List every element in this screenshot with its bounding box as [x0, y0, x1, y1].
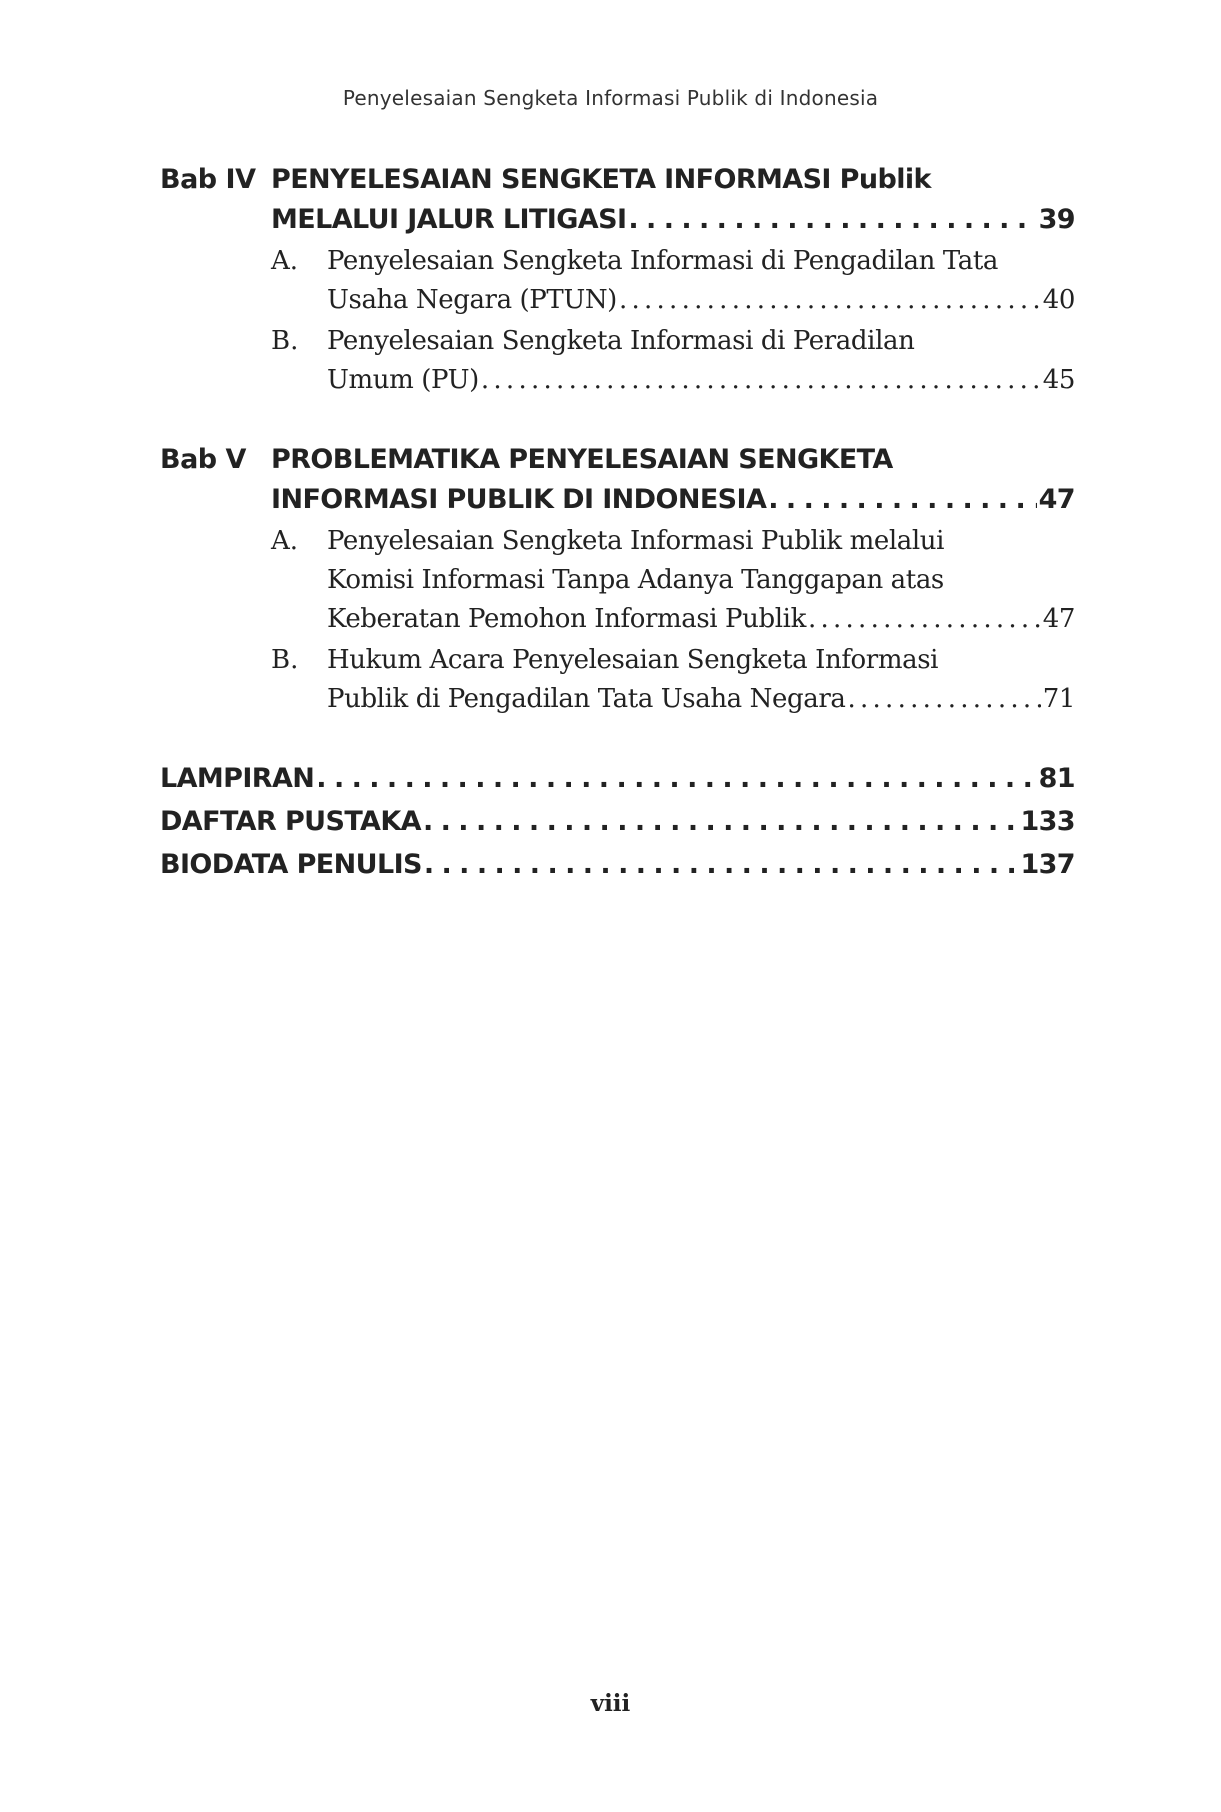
dot-leader — [619, 281, 1041, 320]
section-title-line: Komisi Informasi Tanpa Adanya Tanggapan atas — [327, 565, 944, 595]
chapter-title-line: INFORMASI PUBLIK DI INDONESIA — [271, 484, 767, 515]
chapter-title-line: PENYELESAIAN SENGKETA INFORMASI Publik — [271, 164, 931, 195]
section-title-entry — [327, 361, 1075, 400]
spacer — [160, 400, 1075, 440]
page-number: 133 — [1020, 806, 1075, 837]
toc-section[interactable] — [271, 322, 1075, 400]
dot-leader — [316, 757, 1036, 800]
dot-leader — [481, 361, 1041, 400]
chapter-label: Bab IV — [160, 164, 256, 195]
section-letter: B. — [271, 326, 299, 356]
section-body — [327, 522, 1075, 639]
toc-section[interactable] — [271, 242, 1075, 320]
page-number: 40 — [1042, 285, 1075, 315]
dot-leader — [628, 200, 1036, 240]
dot-leader — [768, 480, 1036, 520]
chapter-title-line: PROBLEMATIKA PENYELESAIAN SENGKETA — [271, 444, 893, 475]
section-title-line: Usaha Negara (PTUN) — [327, 285, 617, 315]
spacer — [160, 719, 1075, 757]
page-number: 47 — [1042, 604, 1075, 634]
section-letter: A. — [271, 526, 299, 556]
section-letter: B. — [271, 645, 299, 675]
section-body — [327, 322, 1075, 400]
section-title-line: Penyelesaian Sengketa Informasi di Peradilan — [327, 326, 915, 356]
toc-chapter — [160, 440, 1075, 719]
entry-title: LAMPIRAN — [160, 763, 315, 794]
section-body — [327, 242, 1075, 320]
toc-entry-lampiran[interactable] — [160, 757, 1075, 800]
page-number: 137 — [1020, 849, 1075, 880]
page-number: 45 — [1042, 365, 1075, 395]
toc-entry-daftar-pustaka[interactable] — [160, 800, 1075, 843]
chapter-title-entry[interactable] — [271, 480, 1075, 520]
section-title-entry — [327, 680, 1075, 719]
dot-leader — [424, 843, 1019, 886]
toc-entry-biodata-penulis[interactable] — [160, 843, 1075, 886]
section-title-line: Hukum Acara Penyelesaian Sengketa Informasi — [327, 645, 939, 675]
entry-title: BIODATA PENULIS — [160, 849, 422, 880]
toc-section[interactable] — [271, 522, 1075, 639]
page-folio: viii — [590, 1690, 631, 1717]
chapter-title-entry[interactable] — [271, 200, 1075, 240]
chapter-body — [271, 440, 1075, 719]
page-number: 47 — [1038, 484, 1075, 515]
section-letter: A. — [271, 246, 299, 276]
dot-leader — [847, 680, 1040, 719]
page-number: 71 — [1042, 684, 1075, 714]
entry-title: DAFTAR PUSTAKA — [160, 806, 421, 837]
section-title-line: Keberatan Pemohon Informasi Publik — [327, 604, 806, 634]
section-title-entry — [327, 281, 1075, 320]
running-header: Penyelesaian Sengketa Informasi Publik di Indonesia — [342, 86, 879, 110]
section-title-line: Penyelesaian Sengketa Informasi Publik melalui — [327, 526, 945, 556]
chapter-label: Bab V — [160, 444, 246, 475]
dot-leader — [423, 800, 1018, 843]
toc-chapter — [160, 160, 1075, 400]
section-title-line: Publik di Pengadilan Tata Usaha Negara — [327, 684, 846, 714]
section-body — [327, 641, 1075, 719]
chapter-body — [271, 160, 1075, 400]
chapter-title-line: MELALUI JALUR LITIGASI — [271, 204, 627, 235]
page-number: 39 — [1038, 204, 1075, 235]
section-title-line: Penyelesaian Sengketa Informasi di Pengadilan Tata — [327, 246, 999, 276]
table-of-contents — [160, 160, 1075, 886]
section-title-line: Umum (PU) — [327, 365, 479, 395]
section-title-entry — [327, 600, 1075, 639]
page-number: 81 — [1038, 763, 1075, 794]
dot-leader — [808, 600, 1041, 639]
toc-section[interactable] — [271, 641, 1075, 719]
